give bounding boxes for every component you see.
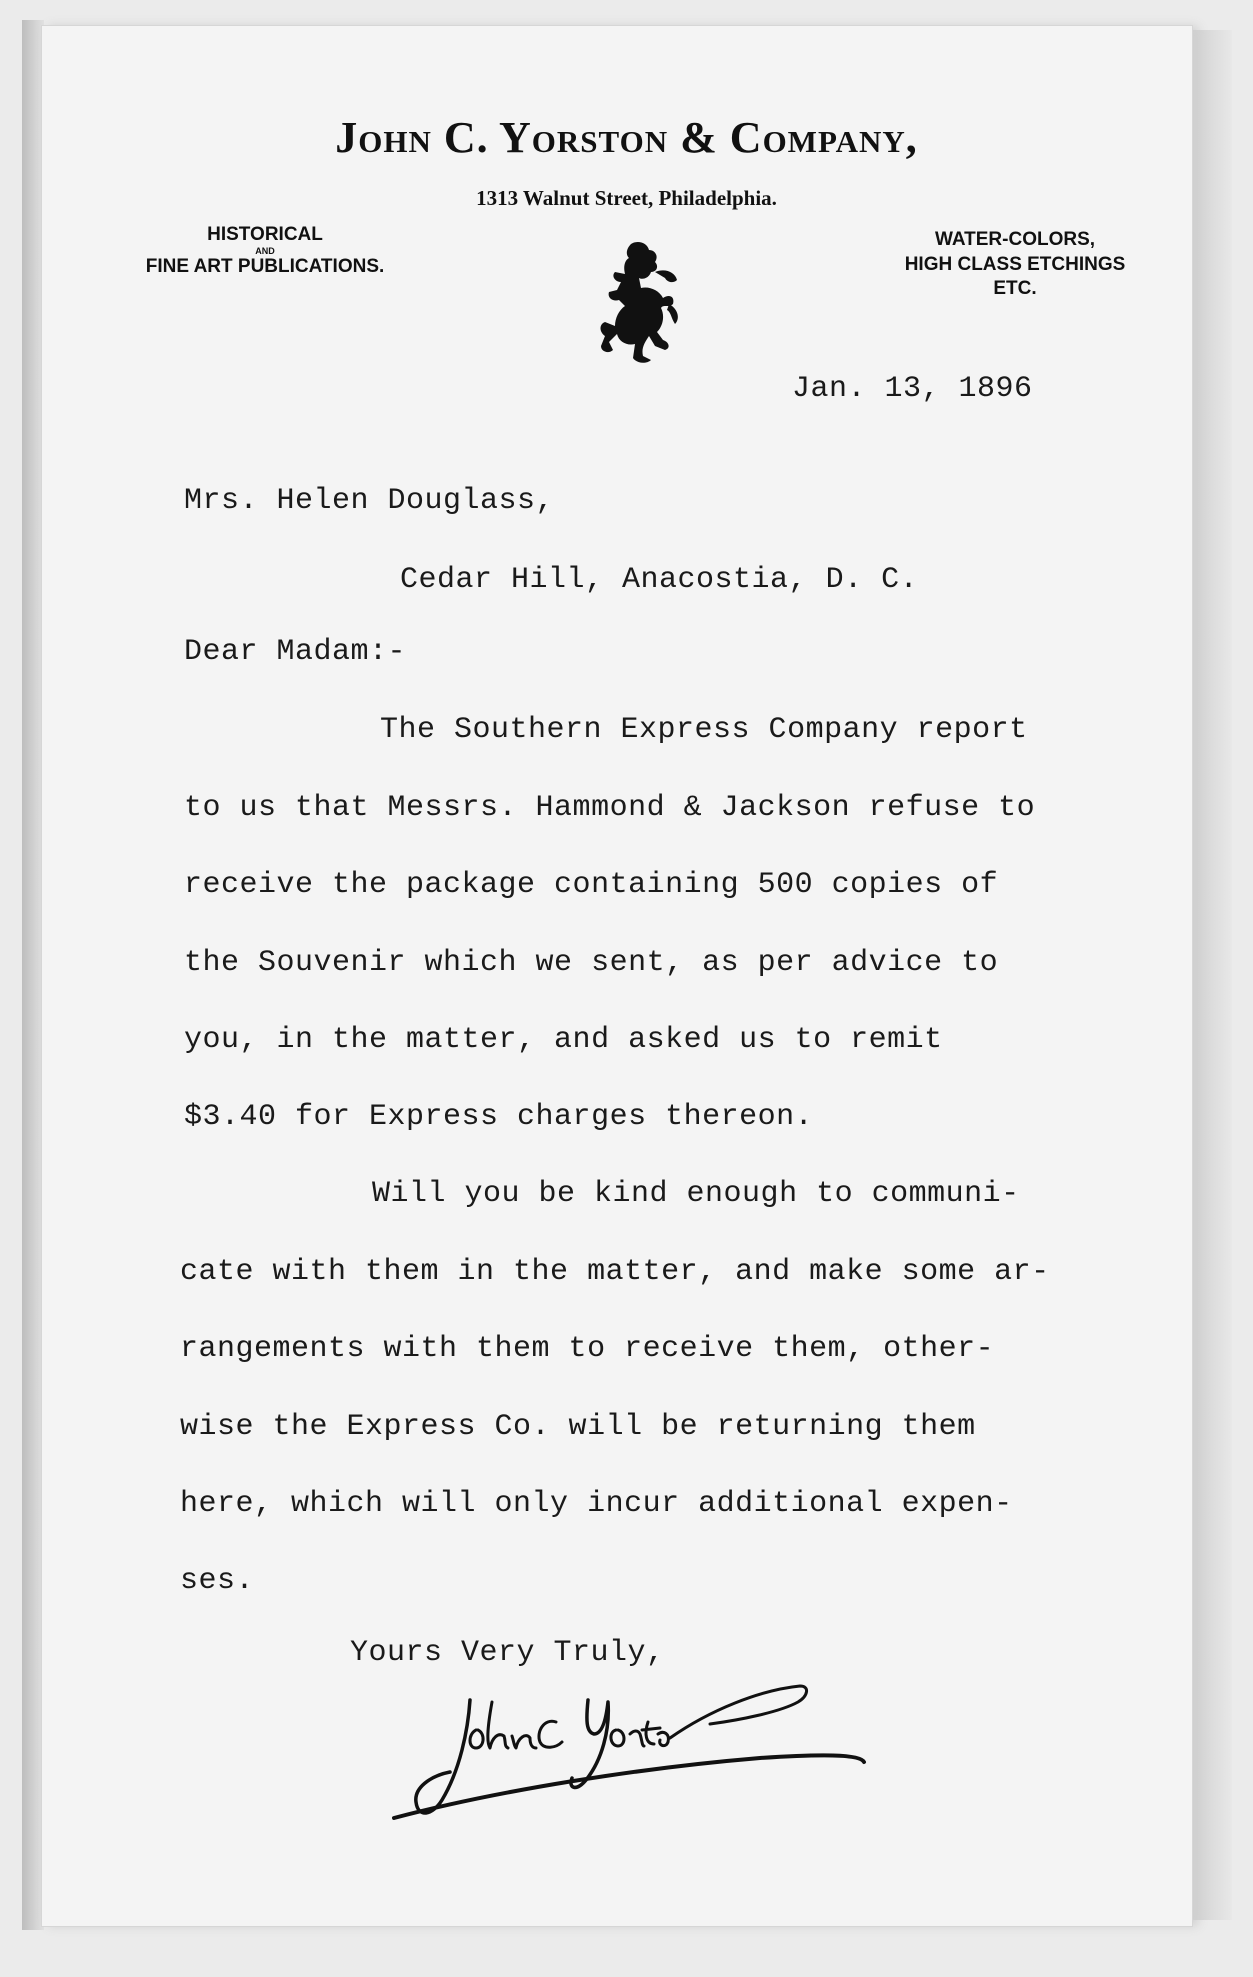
body-line: you, in the matter, and asked us to remit: [184, 1023, 943, 1057]
letterhead-right-line1: WATER-COLORS,: [934, 229, 1096, 250]
rampant-lion-icon: [585, 238, 685, 366]
letterhead-left-block: [110, 224, 420, 278]
body-line: wise the Express Co. will be returning them: [180, 1410, 976, 1444]
letter-date: Jan. 13, 1896: [792, 372, 1033, 406]
body-line: rangements with them to receive them, other-: [180, 1332, 995, 1366]
letterhead-left-line1: HISTORICAL: [207, 224, 323, 245]
recipient-name: Mrs. Helen Douglass,: [184, 484, 555, 518]
body-line: ses.: [180, 1564, 255, 1598]
letterhead-right-line3: ETC.: [993, 278, 1037, 300]
body-line: receive the package containing 500 copies of: [184, 868, 999, 902]
body-line: Will you be kind enough to communi-: [372, 1177, 1020, 1211]
body-line: here, which will only incur additional expen-: [180, 1487, 1013, 1521]
body-line: $3.40 for Express charges thereon.: [184, 1100, 814, 1134]
salutation: Dear Madam:-: [184, 635, 407, 669]
letterhead-left-line3: FINE ART PUBLICATIONS.: [145, 256, 385, 278]
recipient-address: Cedar Hill, Anacostia, D. C.: [400, 563, 919, 597]
letterhead-company-name: John C. Yorston & Company,: [335, 113, 918, 162]
paper-edge-right: [1192, 30, 1232, 1920]
body-line: the Souvenir which we sent, as per advice to: [184, 946, 999, 980]
letterhead-left-line2: AND: [255, 245, 275, 256]
body-line: cate with them in the matter, and make some ar-: [180, 1255, 1050, 1289]
paper-edge-left: [22, 20, 44, 1930]
handwritten-signature: [380, 1650, 940, 1840]
closing: Yours Very Truly,: [350, 1636, 665, 1670]
body-line: The Southern Express Company report: [380, 713, 1028, 747]
letterhead-right-block: [865, 228, 1165, 302]
body-line: to us that Messrs. Hammond & Jackson refuse to: [184, 791, 1036, 825]
letterhead-right-line2: HIGH CLASS ETCHINGS: [904, 253, 1126, 275]
letterhead-address: 1313 Walnut Street, Philadelphia.: [476, 186, 777, 210]
